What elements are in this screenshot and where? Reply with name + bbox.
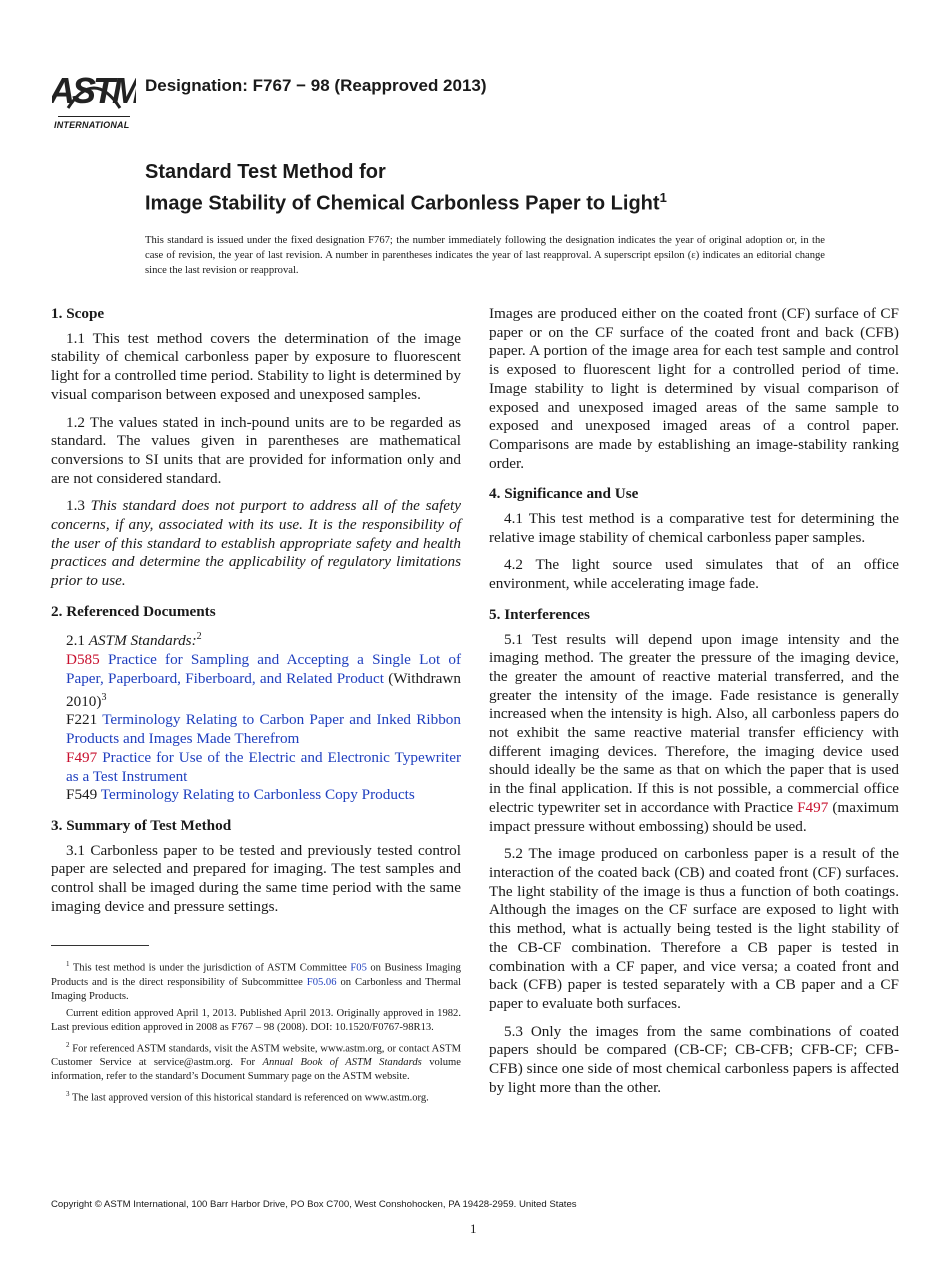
footnote-2-text-b: volume information, refer to the standard’s Document Summary page on the ASTM website. <box>51 1057 461 1083</box>
footnote-rule <box>51 945 149 946</box>
paragraph-5-1-text-a: 5.1 Test results will depend upon image intensity and the imaging method. The greater the pressure of the imaging device, the greater the amount of reactive material transferred, and the greater the intensity of the image. Fade resistance is generally increased when the intensity is high. Also, all carbonless papers do not exhibit the same reactive material transfer efficiency with different imaging devices. Therefore, the imaging device used should ideally be the same as that on which the paper that is used in the final application. If this is not possible, a commercial office electric typewriter set in accordance with Practice <box>489 630 899 816</box>
paragraph-3-1: 3.1 Carbonless paper to be tested and previously tested control paper are selected and prepared for imaging. The test samples and control shall be imaged during the same time period with the same imaging device and pressure settings. <box>51 841 461 915</box>
title-line-2 <box>145 185 667 217</box>
paragraph-1-2: 1.2 The values stated in inch-pound units are to be regarded as standard. The values given in parentheses are mathematical conversions to SI units that are provided for information only and are not considered standard. <box>51 413 461 487</box>
section-heading-referenced-documents: 2. Referenced Documents <box>51 602 216 620</box>
reference-code-d585[interactable]: D585 <box>66 651 100 669</box>
paragraph-1-3-num: 1.3 <box>66 497 85 515</box>
footnote-1-text-b: on Business Imaging Products and is the direct responsibility of Subcommittee <box>51 962 461 988</box>
section-heading-significance: 4. Significance and Use <box>489 485 639 503</box>
link-f497[interactable]: F497 <box>797 798 829 816</box>
footnote-2 <box>51 1038 461 1085</box>
footnote-link-f05-06[interactable]: F05.06 <box>306 976 337 988</box>
astm-logo <box>52 60 136 134</box>
paragraph-2-1-num: 2.1 <box>66 631 85 649</box>
left-column <box>51 305 461 926</box>
document-title <box>145 160 667 217</box>
footnote-mark-2[interactable]: 2 <box>196 630 202 642</box>
footnotes <box>51 957 461 1109</box>
reference-item-f221 <box>66 711 461 748</box>
footnote-3-text: The last approved version of this historical standard is referenced on www.astm.org. <box>71 1092 429 1104</box>
footnote-1-edition: Current edition approved April 1, 2013. Published April 2013. Originally approved in 1982. Last previous edition approved in 2008 as F767 – 98 (2008). DOI: 10.1520/F0767-98R13. <box>51 1007 461 1033</box>
section-heading-interferences: 5. Interferences <box>489 605 590 623</box>
reference-code-f549: F549 <box>66 786 98 804</box>
right-column <box>489 305 899 1106</box>
footnote-2-mark: 2 <box>66 1040 70 1049</box>
footnote-1-text-a: This test method is under the jurisdiction of ASTM Committee <box>72 962 351 974</box>
svg-text:ASTM: ASTM <box>52 70 136 111</box>
issued-note: This standard is issued under the fixed designation F767; the number immediately following the designation indicates the year of original adoption or, in the case of revision, the year of last revision. A number in parentheses indicates the year of last reapproval. A superscript epsilon (ε) indicates an editorial change since the last revision or reapproval. <box>145 235 825 276</box>
footnote-2-italic: Annual Book of ASTM Standards <box>262 1057 422 1069</box>
footnote-mark-3[interactable]: 3 <box>101 691 107 703</box>
title-line-1: Standard Test Method for <box>145 161 386 183</box>
paragraph-1-3 <box>51 497 461 591</box>
footnote-3-mark: 3 <box>66 1090 70 1099</box>
paragraph-5-3: 5.3 Only the images from the same combinations of coated papers should be compared (CB-CF; CB-CFB; CFB-CF; CFB-CFB) since one side of most chemical carbonless papers is affected by light more than the other. <box>489 1022 899 1096</box>
designation: Designation: F767 − 98 (Reapproved 2013) <box>145 76 487 95</box>
reference-code-f221: F221 <box>66 711 98 729</box>
paragraph-5-1 <box>489 631 899 837</box>
reference-item-d585 <box>66 651 461 711</box>
reference-title-d585[interactable]: Practice for Sampling and Accepting a Single Lot of Paper, Paperboard, Fiberboard, and Related Product <box>66 651 462 688</box>
copyright-notice: Copyright © ASTM International, 100 Barr Harbor Drive, PO Box C700, West Conshohocken, PA 19428-2959. United States <box>51 1199 577 1210</box>
paragraph-1-1: 1.1 This test method covers the determination of the image stability of chemical carbonless paper by exposure to fluorescent light for a controlled time period. Stability to light is determined by visual comparison between exposed and unexposed samples. <box>51 329 461 403</box>
reference-title-f497[interactable]: Practice for Use of the Electric and Electronic Typewriter as a Test Instrument <box>66 748 462 785</box>
paragraph-4-2: 4.2 The light source used simulates that of an office environment, while accelerating image fade. <box>489 556 899 593</box>
footnote-1 <box>51 957 461 1004</box>
section-heading-summary: 3. Summary of Test Method <box>51 817 232 834</box>
footnote-1-mark: 1 <box>66 960 70 968</box>
page-number: 1 <box>470 1221 477 1236</box>
section-heading-scope: 1. Scope <box>51 305 105 322</box>
reference-extra-d585: (Withdrawn 2010) <box>66 670 461 710</box>
paragraph-3-1-continued: Images are produced either on the coated front (CF) surface of CF paper or on the CF surface of the coated front and back (CFB) paper. A portion of the image area for each test sample and control is exposed to fluorescent light for a controlled period of time. Image stability to light is determined by visual comparison of exposed and unexposed imaged areas of the same sample to exposed and unexposed imaged areas of a control paper. Comparisons are made by establishing an image-stability ranking order. <box>489 305 899 472</box>
footnote-3 <box>51 1087 461 1106</box>
footnote-1-text-c: on Carbonless and Thermal Imaging Products. <box>51 976 461 1002</box>
logo-international-text: INTERNATIONAL <box>54 120 130 130</box>
paragraph-1-3-text: This standard does not purport to address all of the safety concerns, if any, associated with its use. It is the responsibility of the user of this standard to establish appropriate safety and health practices and determine the applicability of regulatory limitations prior to use. <box>51 497 462 590</box>
paragraph-5-2: 5.2 The image produced on carbonless paper is a result of the interaction of the coated back (CB) and coated front (CF) surfaces. The light stability of the image is thus a function of both coatings. Although the images on the CF surface are exposed to light with this method, what is actually being tested is the light stability of the CB-CF combination. Therefore a CB paper is tested in combination with a CF paper, and vice versa; a coated front and back (CFB) paper is tested separately with a CB paper and a CF paper to evaluate both surfaces. <box>489 845 899 1012</box>
title-footnote-mark[interactable]: 1 <box>659 190 667 205</box>
footnote-link-f05[interactable]: F05 <box>350 962 367 974</box>
reference-item-f549 <box>66 786 461 805</box>
reference-title-f221[interactable]: Terminology Relating to Carbon Paper and Inked Ribbon Products and Images Made Therefrom <box>66 711 461 748</box>
footnote-2-text-a: For referenced ASTM standards, visit the ASTM website, www.astm.org, or contact ASTM Customer Service at service@astm.org. For <box>51 1043 461 1069</box>
reference-code-f497[interactable]: F497 <box>66 748 98 766</box>
paragraph-5-1-text-b: (maximum impact pressure without embossing) should be used. <box>489 798 899 835</box>
reference-title-f549[interactable]: Terminology Relating to Carbonless Copy Products <box>100 786 415 804</box>
title-line-2-text: Image Stability of Chemical Carbonless Paper to Light <box>145 192 660 215</box>
reference-item-f497 <box>66 749 461 786</box>
paragraph-4-1: 4.1 This test method is a comparative test for determining the relative image stability of chemical carbonless paper samples. <box>489 510 899 546</box>
paragraph-2-1 <box>51 628 461 651</box>
astm-standards-label: ASTM Standards: <box>88 631 197 649</box>
